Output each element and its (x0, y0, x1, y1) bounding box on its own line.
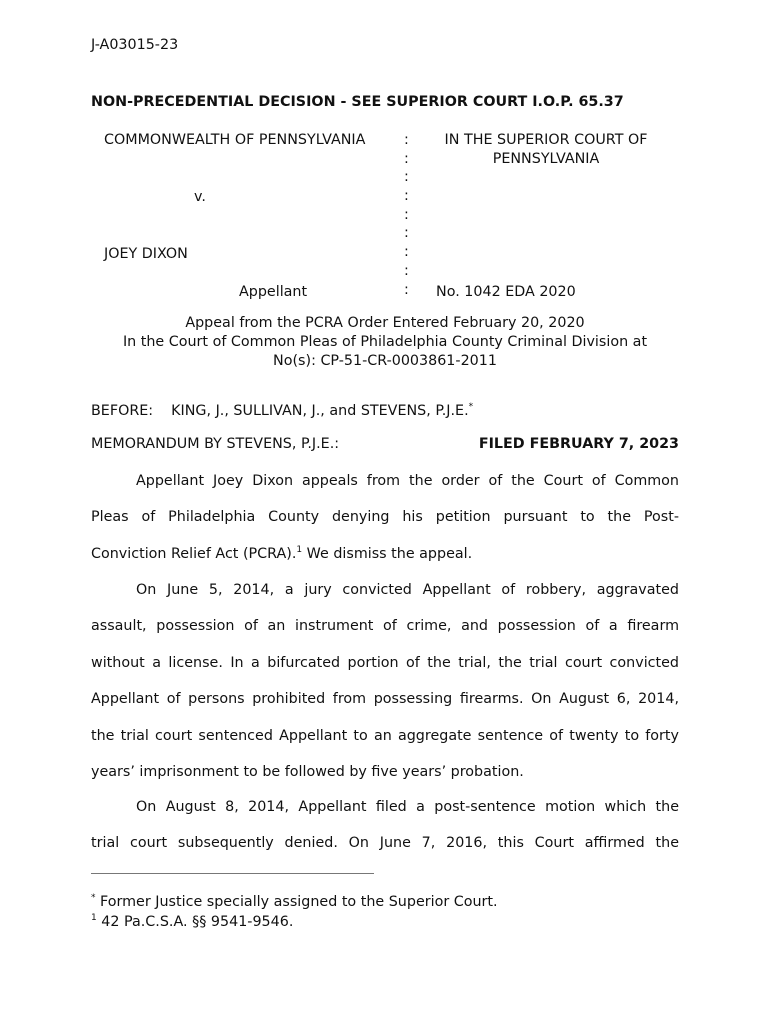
appeal-line2: In the Court of Common Pleas of Philadelphia County Criminal Division at (122, 334, 648, 350)
court-name-line1: IN THE SUPERIOR COURT OF (444, 132, 648, 148)
paragraph-line: trial court subsequently denied. On June 7, 2016, this Court affirmed the (91, 835, 679, 852)
before-label: BEFORE: (91, 403, 154, 419)
paragraph-line: without a license. In a bifurcated portion of the trial, the trial court convicted (91, 654, 679, 671)
plaintiff-name: COMMONWEALTH OF PENNSYLVANIA (104, 132, 366, 148)
paragraph-line: assault, possession of an instrument of crime, and possession of a firearm (91, 618, 679, 635)
versus: v. (194, 189, 206, 205)
appeal-line1: Appeal from the PCRA Order Entered February 20, 2020 (185, 315, 585, 331)
docket-id: J-A03015-23 (91, 37, 179, 53)
footnote-star: * Former Justice specially assigned to the Superior Court. (91, 893, 498, 910)
memorandum-author: MEMORANDUM BY STEVENS, P.J.E.: (91, 436, 340, 452)
paragraph-line: the trial court sentenced Appellant to an aggregate sentence of twenty to forty (91, 727, 679, 744)
appellant-role: Appellant (239, 284, 308, 300)
paragraph-line: years’ imprisonment to be followed by five years’ probation. (91, 764, 524, 781)
defendant-name: JOEY DIXON (104, 246, 188, 262)
paragraph-2 (91, 572, 679, 790)
footnote-1: $^1$ 42 Pa.C.S.A. §§ 9541-9546. (91, 913, 294, 930)
paragraph-line: On June 5, 2014, a jury convicted Appellant of robbery, aggravated (136, 582, 679, 598)
appeal-line3: No(s): CP-51-CR-0003861-2011 (273, 353, 497, 369)
paragraph-line: On August 8, 2014, Appellant filed a post-sentence motion which the (136, 799, 679, 815)
paragraph-1 (91, 463, 679, 572)
filed-date: FILED FEBRUARY 7, 2023 (478, 436, 679, 452)
footnote-separator (91, 873, 374, 874)
caption-divider: : : : : : : : : : (404, 132, 409, 298)
footnote-1-ref: 1 (296, 544, 303, 555)
panel-judges: KING, J., SULLIVAN, J., and STEVENS, P.J.E. (171, 403, 469, 419)
court-name-line2: PENNSYLVANIA (492, 151, 600, 167)
non-precedential-notice: NON-PRECEDENTIAL DECISION - SEE SUPERIOR COURT I.O.P. 65.37 (91, 94, 624, 110)
footnote-star-ref: * (468, 402, 474, 412)
paragraph-line: Appellant Joey Dixon appeals from the order of the Court of Common (136, 473, 679, 489)
paragraph-3 (91, 789, 679, 862)
paragraph-line: Pleas of Philadelphia County denying his petition pursuant to the Post- (91, 509, 679, 526)
before-line (91, 403, 473, 419)
docket-number: No. 1042 EDA 2020 (436, 284, 576, 300)
paragraph-line: Appellant of persons prohibited from possessing firearms. On August 6, 2014, (91, 691, 679, 708)
paragraph-line: Conviction Relief Act (PCRA).$^1$ We dismiss the appeal. (91, 544, 473, 562)
